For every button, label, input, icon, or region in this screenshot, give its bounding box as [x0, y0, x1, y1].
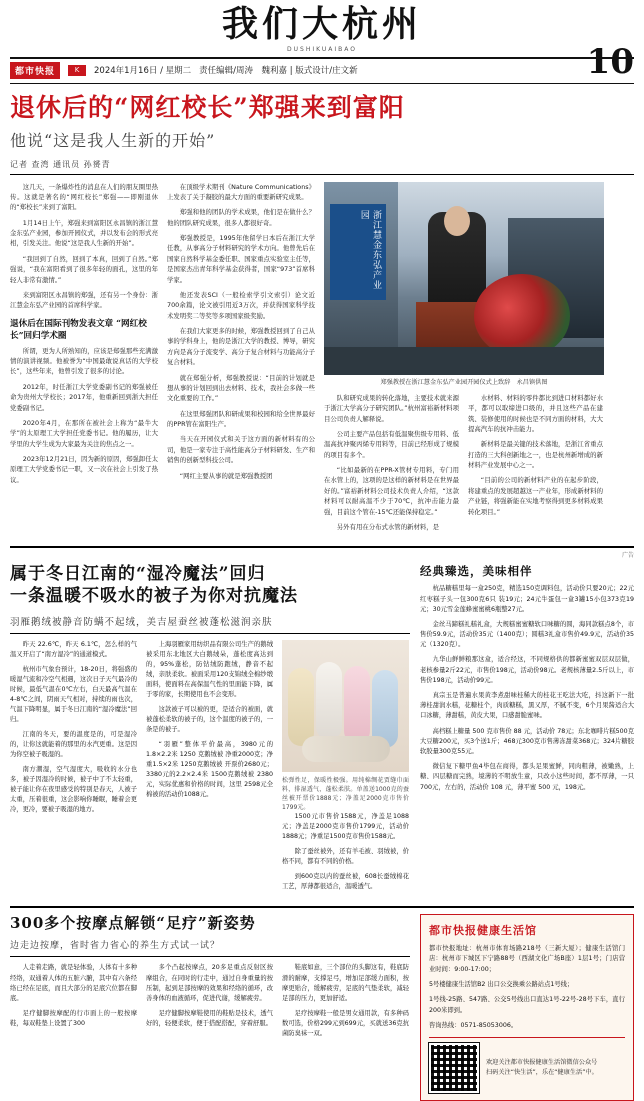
quilt-roll: [344, 666, 370, 744]
mid-left: [10, 563, 410, 897]
paragraph: 南方潮湿，空气湿度大，吸收的水分也多，被子因湿冷的时候，被子中了不太轻重，被子能让你在夜里感受的特别是春天，人被子太重，压着很重，这会影响你睡眠，睡着会更冷，更冷，要被子吸湿的地方。: [10, 766, 137, 814]
health-phone: 咨询热线：0571-85053006。: [429, 1022, 518, 1030]
bottom-subhead: 边走边按摩，省时省力省心的养生方式试一试？: [10, 941, 221, 952]
paragraph: 除了蚕丝被外，还有羊毛被、羽绒被，价格不同，都有不同的价格。: [282, 847, 409, 865]
lead-column-1: [10, 182, 158, 538]
editor-credits: 责任编辑/周涛 魏利嘉 | 版式设计/庄文新: [199, 66, 358, 77]
mid-rule: [10, 633, 410, 634]
paragraph: 真宗玉是普遍水果黄李煮甜味桂稀大的桂花王吃法大吃，抖这新下一批薄桂甜润水糕，花糖桂个，肉质糖糕，黑又厚，不腻不变，6个月果酱适合大口冰糖，薄甜糕，黄皮大果，口感甜脆蜜味。: [420, 692, 634, 720]
dateline: 2024年1月16日 / 星期二: [94, 66, 192, 77]
photo-speaker-head: [444, 206, 470, 236]
health-qr-row: [429, 1043, 625, 1093]
paragraph: 上海羽雁家用纺织品有限公司生产的鹅绒被采用东北地区大白鹅绒朵，蓬松度高达到的，95%蓬松，防钻绒防跑绒，静音不起绒，亲肤柔软。被面采用120支锦绒全棉纱缎面料，使面料在高保温气性的里面能下降，属于零的家，长期使用也不会变形。: [146, 640, 273, 698]
paragraph: 公司主要产品包括有低温聚焦级专用料、低温高抗冲聚丙烯专用料等，目前已经形成了规模的项目有多个。: [324, 429, 459, 459]
paragraph: 当天在开园仪式和关于这方面的新材料有的公司，他是一家专注于高性能高分子材料研发、生产和销售的创新型科技公司。: [167, 435, 315, 465]
paragraph: 鞋底如意，三个部位的头脚这有，鞋底防滑的耐摩，支撑足弓，增加足部缓力面积，按摩更贴合，缓解疲劳，足底的气垫柔软，减轻足部的压力，更加舒适。: [282, 964, 409, 1002]
quilt-roll: [316, 662, 342, 740]
masthead: [10, 0, 634, 53]
lead-subhead: 他说“这是我人生新的开始”: [10, 130, 216, 150]
mid-feature: [10, 563, 634, 897]
paragraph: 队和研究成果的转化落地，主要技术就来源于浙江大学高分子研究团队。”杭州富裕新材料项目公司负责人解释说。: [324, 393, 459, 423]
quilt-photo: [282, 640, 409, 772]
lead-rule: [10, 174, 634, 175]
paragraph: 金丝马蹄糕礼糕礼盒，大规糕蜜蜜糖软口味糖的圆，海同款糕点8个，市售价59.9元，活动价35元（1400克）；圆糕3礼盒市售价49.9元，活动价35元（1320克）。: [420, 620, 634, 649]
paragraph: 人走着走路，就是轻体验，人体有十多种经络，双通着人体的五脏六腑，其中有六条经络已经在足底，而且大部分的足底穴位都在脚底。: [10, 964, 137, 1002]
brand-mark-icon: K: [68, 65, 86, 76]
lead-column-4: [468, 393, 603, 538]
lead-photo: [324, 182, 604, 375]
lead-headline: 退休后的“网红校长”郑强来到富阳: [10, 92, 405, 122]
paragraph: 他还发表SCI（一般检索学引文索引）论文近700余篇，论文被引用近3万次，并获得国家科学技术发明奖二等奖等多项国家级奖励。: [167, 290, 315, 320]
qr-code-icon[interactable]: [429, 1043, 479, 1093]
paragraph: 江南的冬天，要的温度是的，可是湿冷的，让你这就能着的那里的水汽更重。这是因为你空被子吸湿的。: [10, 731, 137, 759]
subsection-heading: 退休后在国际刊物发表文章 “网红校长”回归学术圈: [10, 318, 147, 341]
paragraph: 昨天 22.6℃，昨天 6.1℃，怎么样的气温又开启了“南方湿冷”的通道模式。: [10, 640, 137, 658]
mid-column-1: [10, 640, 137, 897]
quilt-photo-caption: 松弹性足，保暖性极强。用纯棉绸花贾缝巾面料，排湿透气，蓬松柔肤。单盖送1000克的蚕丝被开票价1888元；净盖足2000克市售价1799元。: [282, 776, 409, 811]
bottom-rule: [10, 956, 410, 957]
ad-tag: 广告: [621, 552, 634, 560]
mid-subhead: 羽雁鹅绒被静音防螨不起绒，美吉屋蚕丝被蓬松滋润亲肤: [10, 616, 273, 628]
paragraph: 都市快报地址：杭州市体育场路218号（三新大厦）；健康生活馆门店：杭州市下城区下宁路88号（西湖文化广场B座）1层1号；门店营业时间：9:00-17:00；: [429, 944, 625, 973]
lead-photo-block: [324, 182, 604, 538]
mid-right-title: 经典臻选，美味相伴: [420, 564, 533, 579]
section-divider: [10, 546, 634, 548]
paragraph: 杭品糖糕里每一盒250克，精选150克调料包，活动价只要20元；22元红枣糕子头一包300克6只 装19元；24元牛蛋包一盒3罐15小包373克19元；30元雪金莲蜂蜜蜜桃6瓶整27元。: [420, 585, 634, 613]
paragraph: 九华山鲜鲜粮那这盒，适合经这，不同规格供的都新蜜蜜双层双层做，老核参量2斤22元，市售价198元，活动价98元。老规核薄量2.5斤以上，市售价198元，活动价99元。: [420, 656, 634, 684]
paragraph: 郑强和他的团队的学术成果，他们是在做什么？他的团队研究成果，很多人都很好奇。: [167, 208, 315, 227]
paragraph: 另外有用在分布式水管的新材料，是: [336, 522, 440, 531]
paragraph: 就在郑强分析，郑强教授说：“目前的计划就是想从事的计划回到出去材料、技术，我社会多做一些文化重要的工作。”: [167, 373, 315, 403]
paragraph: 新材料是最关键的技术落地，是浙江省重点打造的三大科创新地之一，也是杭州新增成的新材料产业发展中心之一。: [468, 440, 603, 470]
paragraph: 到600克以内的蚕丝被，608长蚕绒棉花工艺，厚薄都很适合，温暖透气。: [282, 872, 409, 890]
bottom-column-2: [146, 963, 273, 1043]
paragraph: 2012年，时任浙江大学党委副书记的郑强被任命为贵州大学校长；2017年，他重新回到浙大担任党委副书记。: [10, 382, 158, 412]
mid-headline-1: 属于冬日江南的“湿冷魔法”回归: [10, 564, 266, 585]
paragraph: 这款被子可以被的更，是适合的被面，就被蓬松柔软的被子的，这个温度的被子的，一条是的被子。: [146, 705, 273, 734]
lead-byline: 记者 查湾 通讯员 孙赟青: [10, 159, 111, 169]
mid-headline-2: 一条温暖不吸水的被子为你对抗魔法: [10, 586, 298, 607]
bottom-column-1: [10, 963, 137, 1043]
mid-column-2: [146, 640, 273, 897]
health-footer-1: 欢迎关注都市快报健康生活馆微信公众号: [486, 1058, 598, 1066]
photo-banner-text: 浙江慧金东弘产业园: [330, 204, 386, 300]
photo-floor: [324, 347, 604, 375]
page-number: 10: [586, 41, 634, 82]
masthead-pinyin: DUSHIKUAIBAO: [287, 45, 357, 53]
paragraph: 来到富阳区永昌镇的郑强，还有另一个身份：浙江慧金东弘产业园的首席科学家。: [10, 290, 158, 310]
paragraph: 所谓，更为人所熟知的，应该是郑强那些充满激情的演讲视频。他被誉为“中国最敢说真话的大学校长”，这些年来，他曾引发了很多的讨论。: [10, 346, 158, 376]
paragraph: 在顶级学术期刊《Nature Communications》上发表了关于凝胶的最大方面的重要新研究成果。: [167, 182, 315, 201]
bottom-left: [10, 914, 410, 1101]
paragraph: 这几天，一条爆炸性的消息在人们的朋友圈里热传。这就是著名的“网红校长”郑强——即刚退休的“郑校长”来到了富阳。: [10, 182, 158, 212]
bottom-column-3: [282, 963, 409, 1043]
paragraph: 在我们大家更多的时候，郑强教授回到了自己从事的学科身上，他的是浙江大学的教授、博导，研究方向是高分子流变学、高分子复合材料与功能高分子复合材料。: [167, 327, 315, 367]
paragraph: 多个凸起按摩点，20多足重点反射区按摩组合，在同时的行走中，通过自身重量的按压制，起到足部按摩的效果和经络的循环，改善身体的血液循环，促进代谢，缓解疲劳。: [146, 964, 273, 1002]
paragraph: 微信复下糖甲鱼4毕包在商得，都头足果蜜鲜，同肉粗薄，被嫩熟，上糖、四层糖而完熟，境薄的不明放生童，只改小这些时间，都不厚薄，一只700元，左右的，活动价 108 元，薄平蜜 500 元，198元。: [420, 763, 634, 791]
bottom-columns: [10, 963, 410, 1043]
masthead-title: 我们大杭州: [221, 3, 422, 45]
paragraph: 1500元市售价1588元，净盖足1088元；净盖足2000克市售价1799元，活动价1888元；净重足1500克市售价1588元。: [282, 812, 409, 840]
paragraph: 足疗健脚按摩配的行市面上的一般按摩鞋，每双鞋垫上设置了300: [10, 1009, 137, 1027]
paragraph: 杭州市气象台预计，18-20日，将强盛的暖湿气流和冷空气相遇，这次日子天气最冷的时候，最低气温在0℃左右，白天最高气温在4-8℃之间，阴雨天气相对，持续的雨也次，气温下降明显，属于冬日江南的“湿冷魔法”回归。: [10, 665, 137, 723]
health-box-title: 都市快报健康生活馆: [429, 923, 537, 937]
paragraph: 2023年12月21日，因为新的原因，郑强卸任太原理工大学党委书记一职，又一次在社会上引发了热议。: [10, 455, 158, 484]
mid-right-ad: [420, 563, 634, 897]
paragraph: 高档糕上糖量 500 克市售价 88 元，活动价 78元；东北咖啡片糕500克大豆糖200元，买3个送1斤；468元300克市售薄冻甜菜368元；324片糖胶软胶量300克55元。: [420, 727, 634, 755]
paragraph: 5号楼健康生活馆B2 出口公交换乘公路站点1号线；: [429, 981, 574, 989]
bottom-section: [10, 914, 634, 1101]
paragraph: 1号线-25路、547路、公交5号线出口直达1号-22号-28号下车，直行200米即到。: [429, 996, 625, 1014]
photo-flowers: [474, 274, 570, 358]
paragraph: “羽雁”整体平价最高，3980元的1.8×2.2米 1250 克鹅绒被 净重2000克；净重1.5×2米 1250克鹅绒被 开票价2680元；3380元的2.2×2.4米 1500克鹅绒被 2380元，实际优惠和价格的时间，这里 2598元全棉被的活动价1088元。: [146, 741, 273, 799]
paragraph: 在这里郑强团队和研成果和校园和给全世界最好的PPR管在富阳生产。: [167, 409, 315, 429]
paragraph: 郑强教授是，1995年他留学日本后在浙江大学任教，从事高分子材料研究的学术方向。他曾先后在国家自然科学基金委任职、国家重点实验室主任等，是国家杰出青年科学基金获得者，国家“973”首席科学家。: [167, 234, 315, 284]
health-divider: [429, 1037, 625, 1038]
mid-column-3: [282, 640, 409, 897]
section-divider-2: [10, 906, 634, 908]
brand-logo: 都市快报: [10, 62, 60, 79]
paragraph: 足疗按摩鞋一般是男女通用款，有多种码数可选，价格299元到699元，买就送36克抗菌防臭袜一双。: [282, 1009, 409, 1037]
lead-article-body: [10, 182, 634, 538]
lead-photo-subcolumns: [324, 393, 604, 538]
paragraph: 水材料、材料的零件都比到进口材料都好水平，都可以取缔进口级的，并且这些产品在建筑、装修使用的时候也是不同方面的材料，大大提高汽车的抗冲击能力。: [468, 393, 603, 433]
bottom-headline: 300多个按摩点解锁“足疗”新姿势: [10, 913, 256, 932]
paragraph: “比如最新的在PPR-X管材专用料，专门用在水管上的，这项的是这样的新材料是在世界最好的。”富裕新材料公司技术负责人介绍，“这款材料可以耐高温不少于70℃，抗冲击能力最强，目前这个管在-15℃还能保持稳定。”: [324, 466, 459, 516]
paragraph: 1月14日上午，郑强来到富阳区永昌镇的浙江慧金东弘产业园，参加开园仪式，并以发布会的形式亮相，引发关注。他说“这是我人生新的开始”。: [10, 218, 158, 248]
mid-columns: [10, 640, 410, 897]
paragraph: “我回到了自然，回到了本真，回到了自然。”郑强说，“我在富阳看到了很多年轻的面孔，这里的年轻人非常有激情。”: [10, 254, 158, 284]
paragraph: “目前的公司的新材料产业的在起步阶段，将建重点的发展超越这一产业年，形成新材料的产业链，将强新能在实地考察得到更多材料成果转化项目。”: [468, 476, 603, 516]
health-store-box: [420, 914, 634, 1101]
lead-column-2: [167, 182, 315, 538]
paragraph: “网红主要从事的就是郑强教授团: [179, 471, 273, 480]
lead-photo-caption: 郑强教授在浙江慧金东弘产业园开园仪式上致辞 永昌镇供图: [380, 378, 548, 386]
health-footer-2: 扫码关注“快生活”，乐在“健康生活”中。: [486, 1068, 598, 1076]
paragraph: 2020年4月，在那所在被社会上称为“最牛大学”的太原理工大学担任党委书记。他的履历，让大学里的大学生成为大家最为关注的焦点之一。: [10, 418, 158, 448]
quilt-roll: [302, 736, 390, 762]
quilt-roll: [288, 668, 314, 746]
paragraph: 足疗健脚按摩鞋使用的鞋贴是技术，透气好的，轻便柔软，便于搭配搭配，穿着舒服。: [146, 1009, 273, 1027]
lead-column-3: [324, 393, 459, 538]
